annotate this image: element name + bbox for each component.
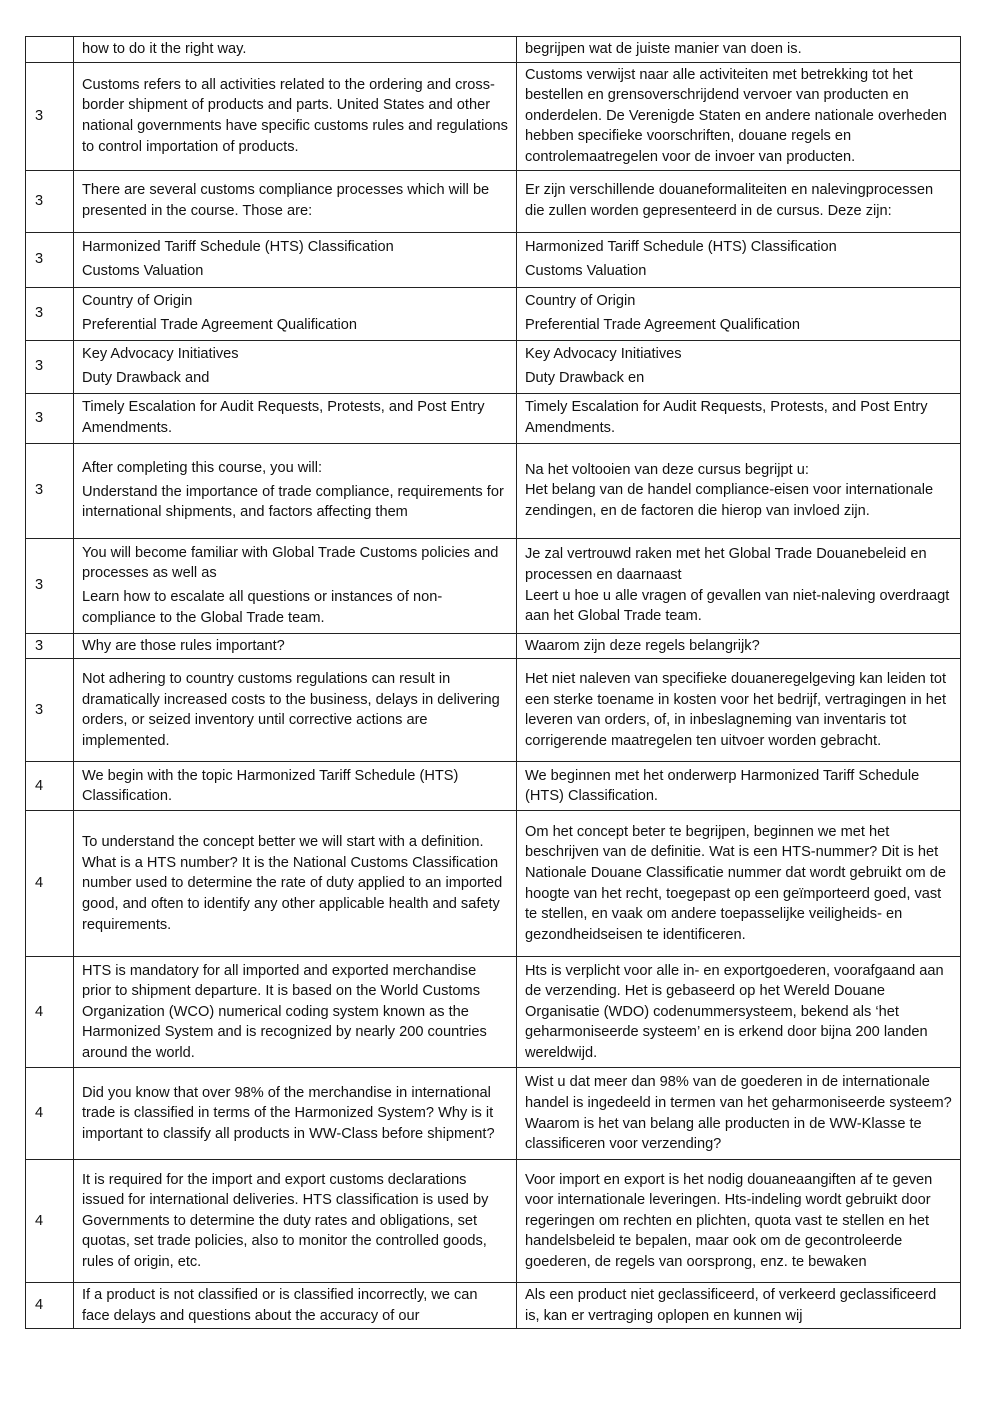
slide-number-cell: 3 (26, 393, 74, 443)
dutch-paragraph: Timely Escalation for Audit Requests, Protests, and Post Entry Amendments. (525, 399, 928, 437)
english-paragraph: There are several customs compliance processes which will be presented in the course. Those are: (82, 182, 490, 220)
table-row (26, 1283, 961, 1329)
english-text-cell (74, 340, 517, 393)
slide-number-cell (26, 37, 74, 63)
english-paragraph: Why are those rules important? (82, 637, 285, 654)
dutch-paragraph: Je zal vertrouwd raken met het Global Trade Douanebeleid en processen en daarnaast (525, 546, 927, 583)
english-text-cell (74, 393, 517, 443)
slide-number-cell: 4 (26, 1160, 74, 1283)
dutch-text-cell (517, 811, 961, 957)
table-row (26, 232, 961, 287)
table-row (26, 1068, 961, 1160)
english-text-cell (74, 443, 517, 538)
english-text-cell (74, 1068, 517, 1160)
dutch-text-cell (517, 1283, 961, 1329)
english-paragraph: Customs Valuation (82, 263, 204, 280)
dutch-paragraph: Harmonized Tariff Schedule (HTS) Classification (525, 239, 837, 256)
english-paragraph: how to do it the right way. (82, 41, 247, 57)
english-text-cell (74, 1283, 517, 1329)
dutch-paragraph: Om het concept beter te begrijpen, beginnen we met het beschrijven van de definitie. Wat is een HTS-nummer? Dit is het Nationale Douane Classificatie nummer dat wordt gebruikt om de hoogte van het recht, toegepast op een geïmporteerd goed, vast te stellen, en vaak om andere toepasselijke veiligheids- en gezondheidseisen te identificeren. (525, 823, 946, 943)
slide-number-cell: 3 (26, 443, 74, 538)
english-paragraph: Preferential Trade Agreement Qualification (82, 317, 358, 334)
english-text-cell (74, 37, 517, 63)
slide-number-cell: 4 (26, 762, 74, 811)
english-paragraph: HTS is mandatory for all imported and exported merchandise prior to shipment departure. It is based on the World Customs Organization (WCO) numerical coding system known as the Harmonized System and is recognized by nearly 200 countries around the world. (82, 962, 487, 1062)
translation-table-body (26, 37, 961, 1329)
table-row (26, 393, 961, 443)
dutch-text-cell (517, 762, 961, 811)
english-paragraph: To understand the concept better we will start with a definition. What is a HTS number? It is the National Customs Classification number used to determine the rate of duty applied to an imported good, and often to identify any other applicable health and safety requirements. (82, 834, 503, 933)
english-text-cell (74, 1160, 517, 1283)
table-row (26, 659, 961, 762)
english-text-cell (74, 633, 517, 659)
english-paragraph: Duty Drawback and (82, 370, 210, 387)
dutch-text-cell (517, 1160, 961, 1283)
table-row (26, 443, 961, 538)
english-paragraph: It is required for the import and export customs declarations issued for international deliveries. HTS classification is used by Governments to determine the duty rates and obligations, set quotas, set trade policies, also to monitor the controlled goods, rules of origin, etc. (82, 1171, 489, 1271)
dutch-text-cell (517, 340, 961, 393)
dutch-text-cell (517, 393, 961, 443)
slide-number-cell: 4 (26, 811, 74, 957)
dutch-paragraph: Customs verwijst naar alle activiteiten met betrekking tot het bestellen en grensoverschrijdend vervoer van producten en onderdelen. De Verenigde Staten en andere nationale overheden hebben specifieke voorschriften, douane regels en controlemaatregelen voor de invoer van producten. (525, 66, 947, 165)
dutch-paragraph: Wist u dat meer dan 98% van de goederen in de internationale handel is ingedeeld in termen van het geharmoniseerde systeem? Waarom is het van belang alle producten in de WW-Klasse te classificeren voor verzending? (525, 1074, 952, 1153)
dutch-text-cell (517, 170, 961, 232)
dutch-paragraph: Preferential Trade Agreement Qualification (525, 317, 801, 334)
table-row (26, 633, 961, 659)
english-paragraph: Not adhering to country customs regulations can result in dramatically increased costs to the business, delays in delivering orders, or seized inventory until corrective actions are implemented. (82, 670, 500, 749)
table-row (26, 170, 961, 232)
dutch-paragraph: We beginnen met het onderwerp Harmonized Tariff Schedule (HTS) Classification. (525, 767, 920, 805)
dutch-text-cell (517, 633, 961, 659)
english-paragraph: Harmonized Tariff Schedule (HTS) Classification (82, 239, 394, 256)
slide-number-cell: 4 (26, 957, 74, 1068)
dutch-paragraph: Als een product niet geclassificeerd, of verkeerd geclassificeerd is, kan er vertraging oplopen en kunnen wij (525, 1287, 937, 1324)
slide-number-cell: 3 (26, 232, 74, 287)
dutch-text-cell (517, 538, 961, 633)
english-text-cell (74, 762, 517, 811)
english-text-cell (74, 811, 517, 957)
slide-number-cell: 4 (26, 1068, 74, 1160)
dutch-paragraph: Duty Drawback en (525, 370, 645, 387)
dutch-text-cell (517, 1068, 961, 1160)
table-row (26, 62, 961, 170)
table-row (26, 811, 961, 957)
slide-number-cell: 3 (26, 633, 74, 659)
table-row (26, 957, 961, 1068)
english-paragraph: Key Advocacy Initiatives (82, 346, 239, 363)
dutch-text-cell (517, 443, 961, 538)
dutch-text-cell (517, 37, 961, 63)
slide-number-cell: 3 (26, 538, 74, 633)
dutch-paragraph: Country of Origin (525, 293, 636, 310)
dutch-paragraph: Leert u hoe u alle vragen of gevallen van niet-naleving overdraagt aan het Global Trade team. (525, 587, 950, 625)
slide-number-cell: 3 (26, 62, 74, 170)
slide-number-cell: 3 (26, 659, 74, 762)
english-paragraph: If a product is not classified or is classified incorrectly, we can face delays and questions about the accuracy of our (82, 1287, 478, 1324)
dutch-text-cell (517, 62, 961, 170)
dutch-paragraph: Na het voltooien van deze cursus begrijpt u: (525, 461, 809, 478)
table-row (26, 37, 961, 63)
english-text-cell (74, 659, 517, 762)
english-text-cell (74, 287, 517, 340)
dutch-paragraph: Waarom zijn deze regels belangrijk? (525, 637, 760, 654)
english-paragraph: We begin with the topic Harmonized Tariff Schedule (HTS) Classification. (82, 767, 459, 805)
dutch-paragraph: begrijpen wat de juiste manier van doen is. (525, 41, 802, 57)
slide-number-cell: 3 (26, 340, 74, 393)
table-row (26, 287, 961, 340)
dutch-text-cell (517, 287, 961, 340)
slide-number-cell: 4 (26, 1283, 74, 1329)
translation-document (25, 36, 960, 1329)
dutch-text-cell (517, 232, 961, 287)
translation-table (25, 36, 961, 1329)
english-text-cell (74, 957, 517, 1068)
english-paragraph: After completing this course, you will: (82, 460, 323, 477)
dutch-paragraph: Hts is verplicht voor alle in- en exportgoederen, voorafgaand aan de verzending. Het is gebaseerd op het Wereld Douane Organisatie (WDO) codenummersysteem, bekend als ‘het geharmoniseerde systeem’ en is erkend door bijna 200 landen wereldwijd. (525, 962, 944, 1062)
table-row (26, 340, 961, 393)
slide-number-cell: 3 (26, 287, 74, 340)
english-paragraph: Understand the importance of trade compliance, requirements for international shipments, and factors affecting them (82, 483, 504, 521)
english-paragraph: Did you know that over 98% of the merchandise in international trade is classified in terms of the Harmonized System? Why is it important to classify all products in WW-Class before shipment? (82, 1084, 495, 1142)
dutch-paragraph: Customs Valuation (525, 263, 647, 280)
dutch-paragraph: Key Advocacy Initiatives (525, 346, 682, 363)
english-text-cell (74, 170, 517, 232)
dutch-paragraph: Voor import en export is het nodig douaneaangiften af te geven voor internationale leveringen. Hts-indeling wordt gebruikt door regeringen om rechten en plichten, quota vast te stellen en het handelsbeleid te bepalen, maar ook om de gecontroleerde goederen, de regels van oorsprong, enz. te bewaken (525, 1171, 933, 1271)
english-paragraph: Country of Origin (82, 293, 193, 310)
table-row (26, 538, 961, 633)
slide-number-cell: 3 (26, 170, 74, 232)
english-paragraph: Timely Escalation for Audit Requests, Protests, and Post Entry Amendments. (82, 399, 485, 437)
dutch-paragraph: Het niet naleven van specifieke douaneregelgeving kan leiden tot een sterke toename in kosten voor het bedrijf, vertragingen in het leveren van orders, of, in inbeslagneming van inventaris tot corrigerende maatregelen ten uitvoer worden gebracht. (525, 670, 947, 749)
english-paragraph: You will become familiar with Global Trade Customs policies and processes as well as (82, 544, 499, 582)
english-text-cell (74, 232, 517, 287)
english-paragraph: Customs refers to all activities related to the ordering and cross-border shipment of products and parts. United States and other national governments have specific customs rules and regulations to control importation of products. (82, 76, 508, 155)
table-row (26, 762, 961, 811)
dutch-text-cell (517, 957, 961, 1068)
english-text-cell (74, 538, 517, 633)
table-row (26, 1160, 961, 1283)
english-paragraph: Learn how to escalate all questions or instances of non-compliance to the Global Trade team. (82, 589, 443, 626)
dutch-text-cell (517, 659, 961, 762)
dutch-paragraph: Het belang van de handel compliance-eisen voor internationale zendingen, en de factoren die hierop van invloed zijn. (525, 482, 934, 519)
dutch-paragraph: Er zijn verschillende douaneformaliteiten en nalevingprocessen die zullen worden gepresenteerd in de cursus. Deze zijn: (525, 182, 934, 220)
english-text-cell (74, 62, 517, 170)
